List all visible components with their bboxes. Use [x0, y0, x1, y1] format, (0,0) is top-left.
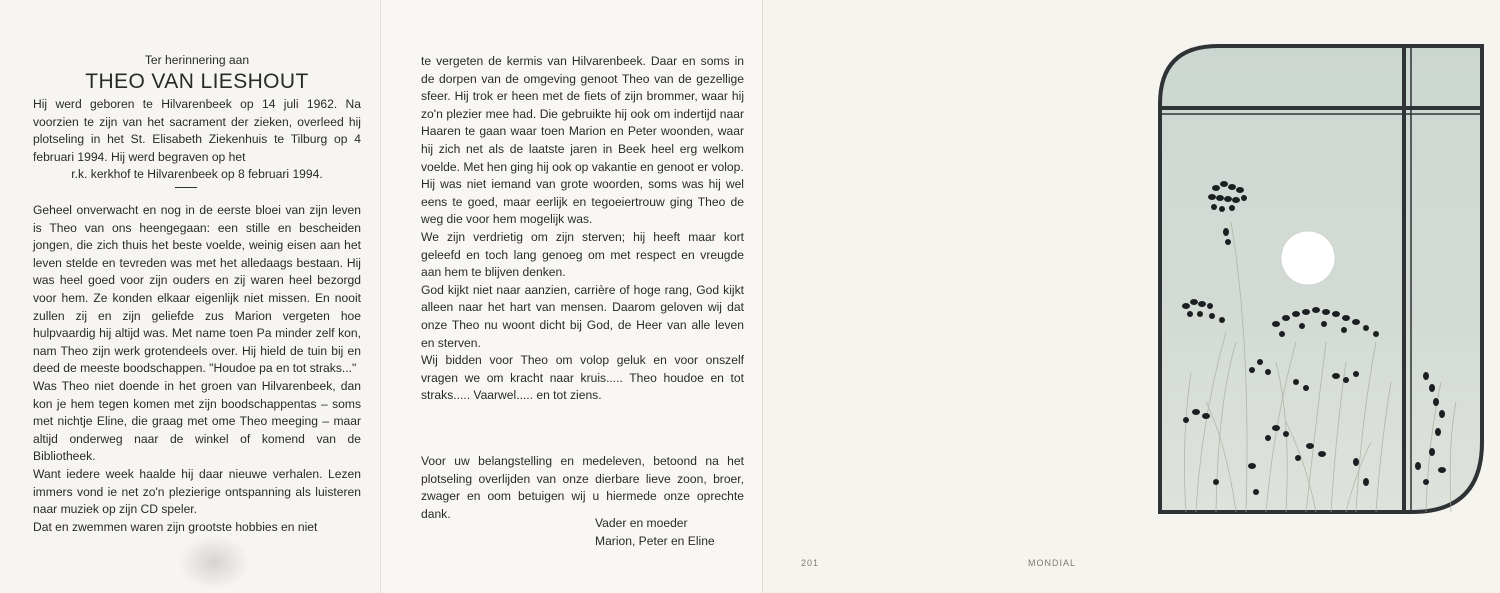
middle-body-text [421, 53, 744, 405]
signature-family: Marion, Peter en Eline [595, 534, 715, 548]
left-page [0, 0, 380, 593]
divider-rule [175, 187, 197, 188]
biography [33, 96, 361, 184]
bio-paragraph: Hij werd geboren te Hilvarenbeek op 14 juli 1962. Na voorzien te zijn van het sacrament der zieken, overleed hij plotseling in het St. Elisabeth Ziekenhuis te Tilburg op 4 februari 1994. Hij werd begraven op het [33, 97, 361, 164]
paragraph: Hij was niet iemand van grote woorden, soms was hij wel eens te goed, maar eerlijk en tegoeiertrouw ging Theo de weg die voor hem mogelijk was. [421, 177, 744, 227]
intro-line: Ter herinnering aan [144, 53, 250, 67]
window-flowers-illustration [1156, 42, 1486, 520]
paragraph: te vergeten de kermis van Hilvarenbeek. Daar en soms in de dorpen van de omgeving genoot Theo van de gezellige sfeer. Hij trok er heen met de fiets of zijn brommer, waar hij zo'n plezier mee had. Die gebruikte hij ook om indertijd naar Haaren te gaan waar toen Marion en Peter woonden, waar hij zich net als de laatste jaren in Beek heel erg welkom voelde. Met hen ging hij ook op vakantie en genoot er volop. [421, 54, 744, 174]
thanks-text: Voor uw belangstelling en medeleven, betoond na het plotseling overlijden van onze dierbare lieve zoon, broer, zwager en oom betuigen wij u hiermede onze oprechte dank. [421, 454, 744, 521]
paragraph: We zijn verdrietig om zijn sterven; hij heeft maar kort geleefd en toch lang genoeg om met respect en vreugde aan hem te blijven denken. [421, 229, 744, 280]
paragraph: God kijkt niet naar aanzien, carrière of hoge rang, God kijkt alleen naar het hart van mensen. Daarom geloven wij dat onze Theo nu woont dicht bij God, de Heer van alle leven en sterven. [421, 282, 744, 350]
deceased-name: THEO VAN LIESHOUT [85, 70, 309, 93]
left-body-text [33, 202, 361, 536]
moon [1281, 231, 1335, 285]
publisher-mark: MONDIAL [1028, 558, 1077, 568]
middle-page [380, 0, 762, 593]
signature-parents: Vader en moeder [595, 516, 688, 530]
paragraph: Was Theo niet doende in het groen van Hilvarenbeek, dan kon je hem tegen komen met zijn boodschappentas – soms met nichtje Eline, die graag met ome Theo meeging – maar altijd onderweg naar de winkel of komend van de Bibliotheek. [33, 378, 361, 464]
paragraph: Dat en zwemmen waren zijn grootste hobbies en niet [33, 519, 318, 534]
paper-smudge [178, 535, 250, 590]
signature-block [595, 514, 715, 550]
paragraph: Geheel onverwacht en nog in de eerste bloei van zijn leven is Theo van ons heengegaan: een stille en bescheiden jongen, die zich thuis het beste voelde, weinig eisen aan het leven stelde en tevreden was met het alledaags bestaan. Hij was heel goed voor zijn ouders en zij waren heel bezorgd voor hem. Ze konden elkaar eigenlijk niet missen. En nooit zullen zij en zijn geliefde zus Marion vergeten hoe hulpvaardig hij altijd was. Met name toen Pa minder zelf kon, nam Theo zijn werk grotendeels over. Hij hield de tuin bij en deed de meeste boodschappen. "Houdoe pa en tot straks..." [33, 203, 361, 376]
bio-paragraph-burial: r.k. kerkhof te Hilvarenbeek op 8 februari 1994. [71, 167, 323, 182]
cover-page [762, 0, 1500, 593]
thank-you-note [421, 453, 744, 523]
page-number: 201 [801, 558, 820, 568]
paragraph: Wij bidden voor Theo om volop geluk en voor onszelf vragen we om kracht naar kruis..... Theo houdoe en tot straks..... Vaarwel..... en tot ziens. [421, 353, 744, 403]
paragraph: Want iedere week haalde hij daar nieuwe verhalen. Lezen immers vond ie net zo'n plezierige ontspanning als luisteren naar muziek op zijn CD speler. [33, 466, 361, 517]
